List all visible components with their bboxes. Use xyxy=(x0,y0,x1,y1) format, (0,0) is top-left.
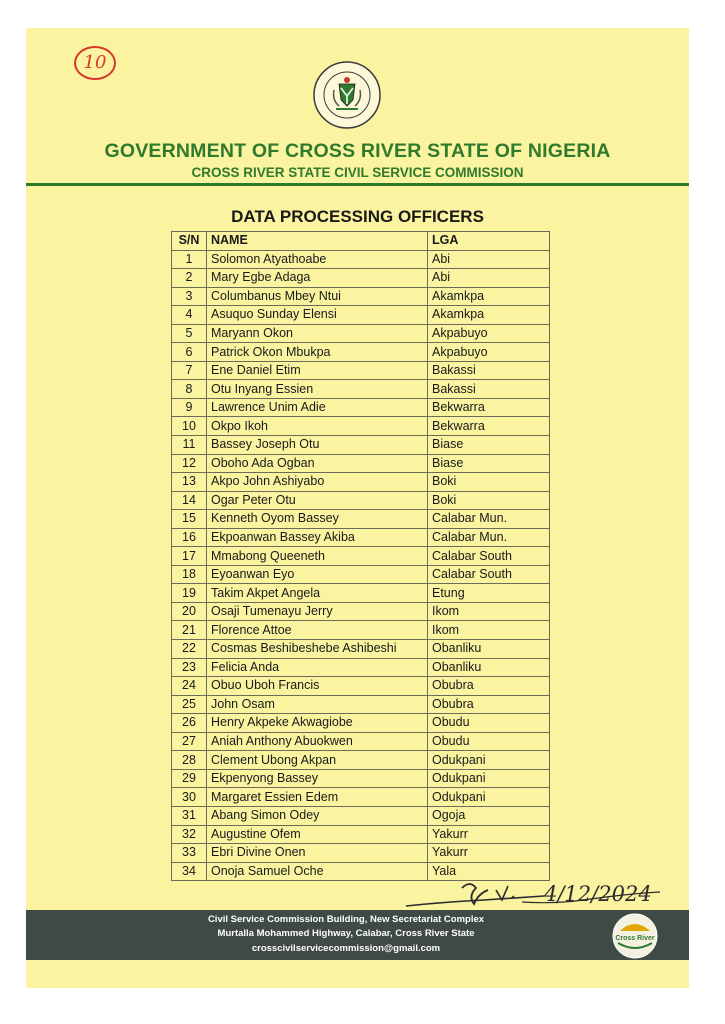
row-name-cell: Ene Daniel Etim xyxy=(207,361,428,380)
row-name-cell: Otu Inyang Essien xyxy=(207,380,428,399)
row-name-cell: Felicia Anda xyxy=(207,658,428,677)
row-sn-cell: 34 xyxy=(172,862,207,881)
government-title: GOVERNMENT OF CROSS RIVER STATE OF NIGERIA xyxy=(104,140,611,162)
row-lga-cell: Abi xyxy=(428,269,550,288)
table-row xyxy=(172,769,550,788)
table-row xyxy=(172,250,550,269)
document-page xyxy=(26,28,689,988)
header-divider xyxy=(26,183,689,186)
cross-river-logo-icon xyxy=(612,913,658,959)
row-name-cell: Mary Egbe Adaga xyxy=(207,269,428,288)
table-row xyxy=(172,343,550,362)
row-lga-cell: Calabar Mun. xyxy=(428,510,550,529)
table-row xyxy=(172,528,550,547)
row-lga-cell: Ikom xyxy=(428,621,550,640)
row-name-cell: John Osam xyxy=(207,695,428,714)
row-name-cell: Oboho Ada Ogban xyxy=(207,454,428,473)
row-lga-cell: Yakurr xyxy=(428,844,550,863)
row-lga-cell: Calabar South xyxy=(428,565,550,584)
table-header-row xyxy=(172,232,550,251)
row-sn-cell: 30 xyxy=(172,788,207,807)
table-row xyxy=(172,473,550,492)
row-sn-cell: 33 xyxy=(172,844,207,863)
table-row xyxy=(172,621,550,640)
row-lga-cell: Obubra xyxy=(428,677,550,696)
row-sn-cell: 4 xyxy=(172,306,207,325)
row-lga-cell: Etung xyxy=(428,584,550,603)
table-row xyxy=(172,287,550,306)
row-name-cell: Henry Akpeke Akwagiobe xyxy=(207,714,428,733)
table-row xyxy=(172,565,550,584)
row-lga-cell: Ogoja xyxy=(428,806,550,825)
row-name-cell: Mmabong Queeneth xyxy=(207,547,428,566)
row-sn-cell: 26 xyxy=(172,714,207,733)
row-sn-cell: 22 xyxy=(172,640,207,659)
row-sn-cell: 3 xyxy=(172,287,207,306)
row-lga-cell: Boki xyxy=(428,473,550,492)
row-lga-cell: Calabar Mun. xyxy=(428,528,550,547)
row-name-cell: Ebri Divine Onen xyxy=(207,844,428,863)
row-name-cell: Eyoanwan Eyo xyxy=(207,565,428,584)
row-sn-cell: 5 xyxy=(172,324,207,343)
row-sn-cell: 16 xyxy=(172,528,207,547)
row-name-cell: Augustine Ofem xyxy=(207,825,428,844)
row-name-cell: Ogar Peter Otu xyxy=(207,491,428,510)
row-lga-cell: Akamkpa xyxy=(428,287,550,306)
row-sn-cell: 6 xyxy=(172,343,207,362)
row-name-cell: Ekpenyong Bassey xyxy=(207,769,428,788)
row-name-cell: Asuquo Sunday Elensi xyxy=(207,306,428,325)
footer-bar xyxy=(26,910,689,960)
row-name-cell: Lawrence Unim Adie xyxy=(207,398,428,417)
sn-column-header: S/N xyxy=(172,232,207,251)
row-lga-cell: Abi xyxy=(428,250,550,269)
footer-email: crosscivilservicecommission@gmail.com xyxy=(251,943,441,954)
row-name-cell: Solomon Atyathoabe xyxy=(207,250,428,269)
row-sn-cell: 23 xyxy=(172,658,207,677)
commission-subtitle: CROSS RIVER STATE CIVIL SERVICE COMMISSION xyxy=(191,165,524,180)
row-sn-cell: 21 xyxy=(172,621,207,640)
row-sn-cell: 8 xyxy=(172,380,207,399)
table-row xyxy=(172,640,550,659)
row-name-cell: Margaret Essien Edem xyxy=(207,788,428,807)
row-name-cell: Columbanus Mbey Ntui xyxy=(207,287,428,306)
table-row xyxy=(172,491,550,510)
row-sn-cell: 27 xyxy=(172,732,207,751)
row-lga-cell: Obudu xyxy=(428,714,550,733)
row-lga-cell: Odukpani xyxy=(428,788,550,807)
row-name-cell: Aniah Anthony Abuokwen xyxy=(207,732,428,751)
row-sn-cell: 25 xyxy=(172,695,207,714)
table-row xyxy=(172,714,550,733)
list-heading: DATA PROCESSING OFFICERS xyxy=(231,207,484,226)
table-row xyxy=(172,732,550,751)
table-row xyxy=(172,398,550,417)
table-row xyxy=(172,547,550,566)
row-lga-cell: Bakassi xyxy=(428,361,550,380)
row-sn-cell: 14 xyxy=(172,491,207,510)
row-sn-cell: 13 xyxy=(172,473,207,492)
table-row xyxy=(172,510,550,529)
row-sn-cell: 31 xyxy=(172,806,207,825)
row-lga-cell: Obubra xyxy=(428,695,550,714)
commission-seal-icon xyxy=(312,60,382,130)
row-name-cell: Takim Akpet Angela xyxy=(207,584,428,603)
table-row xyxy=(172,380,550,399)
table-row xyxy=(172,361,550,380)
row-lga-cell: Bekwarra xyxy=(428,398,550,417)
table-row xyxy=(172,695,550,714)
row-lga-cell: Yala xyxy=(428,862,550,881)
row-name-cell: Onoja Samuel Oche xyxy=(207,862,428,881)
row-name-cell: Ekpoanwan Bassey Akiba xyxy=(207,528,428,547)
row-lga-cell: Yakurr xyxy=(428,825,550,844)
row-lga-cell: Biase xyxy=(428,436,550,455)
row-lga-cell: Akpabuyo xyxy=(428,343,550,362)
table-row xyxy=(172,788,550,807)
row-name-cell: Maryann Okon xyxy=(207,324,428,343)
row-sn-cell: 12 xyxy=(172,454,207,473)
row-sn-cell: 10 xyxy=(172,417,207,436)
table-row xyxy=(172,417,550,436)
row-sn-cell: 29 xyxy=(172,769,207,788)
table-row xyxy=(172,602,550,621)
row-lga-cell: Odukpani xyxy=(428,751,550,770)
handwritten-page-number: 10 xyxy=(74,46,116,80)
row-lga-cell: Akpabuyo xyxy=(428,324,550,343)
footer-address-line-2: Murtalla Mohammed Highway, Calabar, Cross River State xyxy=(217,928,475,939)
table-row xyxy=(172,454,550,473)
table-row xyxy=(172,677,550,696)
row-lga-cell: Bakassi xyxy=(428,380,550,399)
row-lga-cell: Boki xyxy=(428,491,550,510)
table-row xyxy=(172,825,550,844)
row-lga-cell: Obudu xyxy=(428,732,550,751)
table-row xyxy=(172,436,550,455)
row-name-cell: Florence Attoe xyxy=(207,621,428,640)
row-lga-cell: Calabar South xyxy=(428,547,550,566)
row-sn-cell: 2 xyxy=(172,269,207,288)
row-sn-cell: 9 xyxy=(172,398,207,417)
row-lga-cell: Obanliku xyxy=(428,640,550,659)
row-sn-cell: 15 xyxy=(172,510,207,529)
table-body xyxy=(172,250,550,881)
row-sn-cell: 1 xyxy=(172,250,207,269)
row-name-cell: Abang Simon Odey xyxy=(207,806,428,825)
row-lga-cell: Bekwarra xyxy=(428,417,550,436)
row-lga-cell: Biase xyxy=(428,454,550,473)
table-row xyxy=(172,306,550,325)
row-sn-cell: 7 xyxy=(172,361,207,380)
table-row xyxy=(172,806,550,825)
row-sn-cell: 28 xyxy=(172,751,207,770)
signature-date: 4/12/2024 xyxy=(544,882,652,906)
row-name-cell: Cosmas Beshibeshebe Ashibeshi xyxy=(207,640,428,659)
row-name-cell: Clement Ubong Akpan xyxy=(207,751,428,770)
row-lga-cell: Ikom xyxy=(428,602,550,621)
name-column-header: NAME xyxy=(207,232,428,251)
row-name-cell: Okpo Ikoh xyxy=(207,417,428,436)
table-row xyxy=(172,269,550,288)
row-sn-cell: 19 xyxy=(172,584,207,603)
row-lga-cell: Akamkpa xyxy=(428,306,550,325)
table-row xyxy=(172,658,550,677)
table-row xyxy=(172,324,550,343)
row-sn-cell: 32 xyxy=(172,825,207,844)
row-lga-cell: Odukpani xyxy=(428,769,550,788)
row-sn-cell: 24 xyxy=(172,677,207,696)
table-row xyxy=(172,844,550,863)
row-sn-cell: 11 xyxy=(172,436,207,455)
table-row xyxy=(172,584,550,603)
row-name-cell: Bassey Joseph Otu xyxy=(207,436,428,455)
officers-table xyxy=(171,231,550,881)
row-name-cell: Kenneth Oyom Bassey xyxy=(207,510,428,529)
row-sn-cell: 18 xyxy=(172,565,207,584)
row-name-cell: Patrick Okon Mbukpa xyxy=(207,343,428,362)
row-sn-cell: 17 xyxy=(172,547,207,566)
row-name-cell: Osaji Tumenayu Jerry xyxy=(207,602,428,621)
row-name-cell: Obuo Uboh Francis xyxy=(207,677,428,696)
row-lga-cell: Obanliku xyxy=(428,658,550,677)
logo-text: Cross River xyxy=(615,935,655,942)
row-sn-cell: 20 xyxy=(172,602,207,621)
row-name-cell: Akpo John Ashiyabo xyxy=(207,473,428,492)
lga-column-header: LGA xyxy=(428,232,550,251)
footer-address-line-1: Civil Service Commission Building, New Secretariat Complex xyxy=(207,914,485,925)
table-row xyxy=(172,751,550,770)
